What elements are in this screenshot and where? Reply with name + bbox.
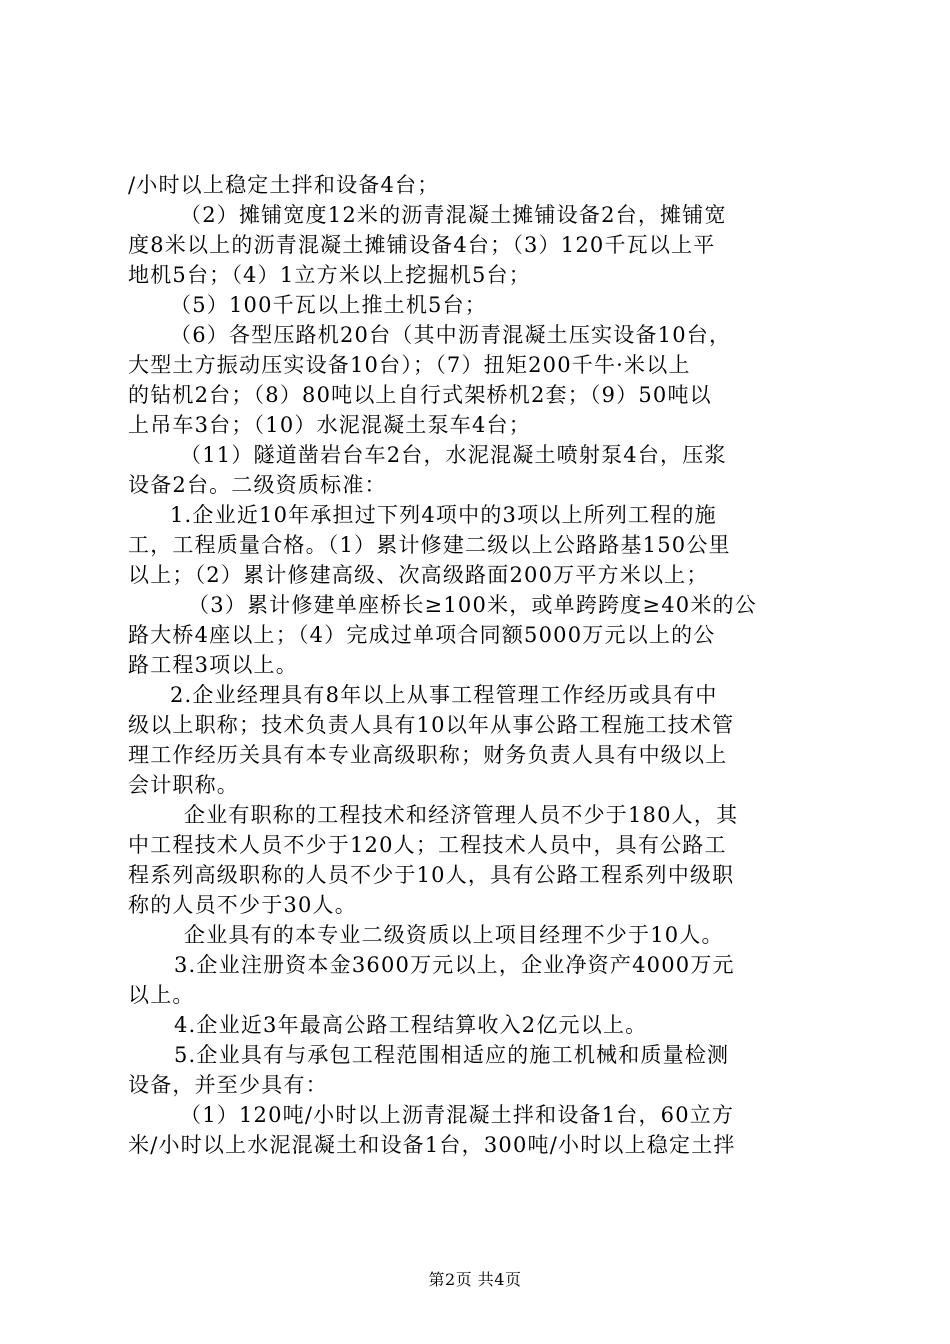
- text-line: 会计职称。: [128, 773, 239, 797]
- text-line: 2.企业经理具有8年以上从事工程管理工作经历或具有中: [170, 683, 718, 707]
- text-line: 1.企业近10年承担过下列4项中的3项以上所列工程的施: [170, 503, 717, 527]
- text-line: 理工作经历关具有本专业高级职称；财务负责人具有中级以上: [128, 743, 728, 767]
- text-line: 级以上职称；技术负责人具有10以年从事公路工程施工技术管: [128, 713, 735, 737]
- text-line: 中工程技术人员不少于120人；工程技术人员中，具有公路工: [128, 833, 727, 857]
- text-line: （2）摊铺宽度12米的沥青混凝土摊铺设备2台，摊铺宽: [180, 203, 727, 227]
- text-line: 4.企业近3年最高公路工程结算收入2亿元以上。: [174, 1013, 648, 1037]
- text-line: 设备2台。二级资质标准：: [128, 473, 387, 497]
- text-line: 地机5台；（4）1立方米以上挖掘机5台；: [128, 263, 531, 287]
- document-body: [128, 170, 834, 1160]
- text-line: 路大桥4座以上；（4）完成过单项合同额5000万元以上的公: [128, 623, 716, 647]
- text-line: 5.企业具有与承包工程范围相适应的施工机械和质量检测: [174, 1043, 730, 1067]
- text-line: 3.企业注册资本金3600万元以上，企业净资产4000万元: [174, 953, 735, 977]
- text-line: （6）各型压路机20台（其中沥青混凝土压实设备10台，: [170, 323, 732, 347]
- text-line: （11）隧道凿岩台车2台，水泥混凝土喷射泵4台，压浆: [180, 443, 727, 467]
- text-line: 企业有职称的工程技术和经济管理人员不少于180人，其: [184, 803, 739, 827]
- text-line: 大型土方振动压实设备10台）；（7）扭矩200千牛·米以上: [128, 353, 691, 377]
- text-line: 度8米以上的沥青混凝土摊铺设备4台；（3）120千瓦以上平: [128, 233, 716, 257]
- text-line: 称的人员不少于30人。: [128, 893, 357, 917]
- text-line: /小时以上稳定土拌和设备4台；: [128, 173, 440, 197]
- text-line: 企业具有的本专业二级资质以上项目经理不少于10人。: [184, 923, 724, 947]
- page-number-footer: 第2页 共4页: [428, 1270, 522, 1289]
- text-line: 以上。: [128, 983, 195, 1007]
- text-line: 的钻机2台；（8）80吨以上自行式架桥机2套；（9）50吨以: [128, 383, 712, 407]
- text-line: 米/小时以上水泥混凝土和设备1台，300吨/小时以上稳定土拌: [128, 1133, 736, 1157]
- text-line: （1）120吨/小时以上沥青混凝土拌和设备1台，60立方: [180, 1103, 735, 1127]
- text-line: 设备，并至少具有：: [128, 1073, 328, 1097]
- text-line: （5）100千瓦以上推土机5台；: [170, 293, 488, 317]
- text-line: （3）累计修建单座桥长≥100米，或单跨跨度≥40米的公: [188, 593, 757, 617]
- text-line: 以上；（2）累计修建高级、次高级路面200万平方米以上；: [128, 563, 709, 587]
- text-line: 程系列高级职称的人员不少于10人，具有公路工程系列中级职: [128, 863, 735, 887]
- text-line: 工，工程质量合格。（1）累计修建二级以上公路路基150公里: [128, 533, 731, 557]
- text-line: 上吊车3台；（10）水泥混凝土泵车4台；: [128, 413, 531, 437]
- text-line: 路工程3项以上。: [128, 653, 298, 677]
